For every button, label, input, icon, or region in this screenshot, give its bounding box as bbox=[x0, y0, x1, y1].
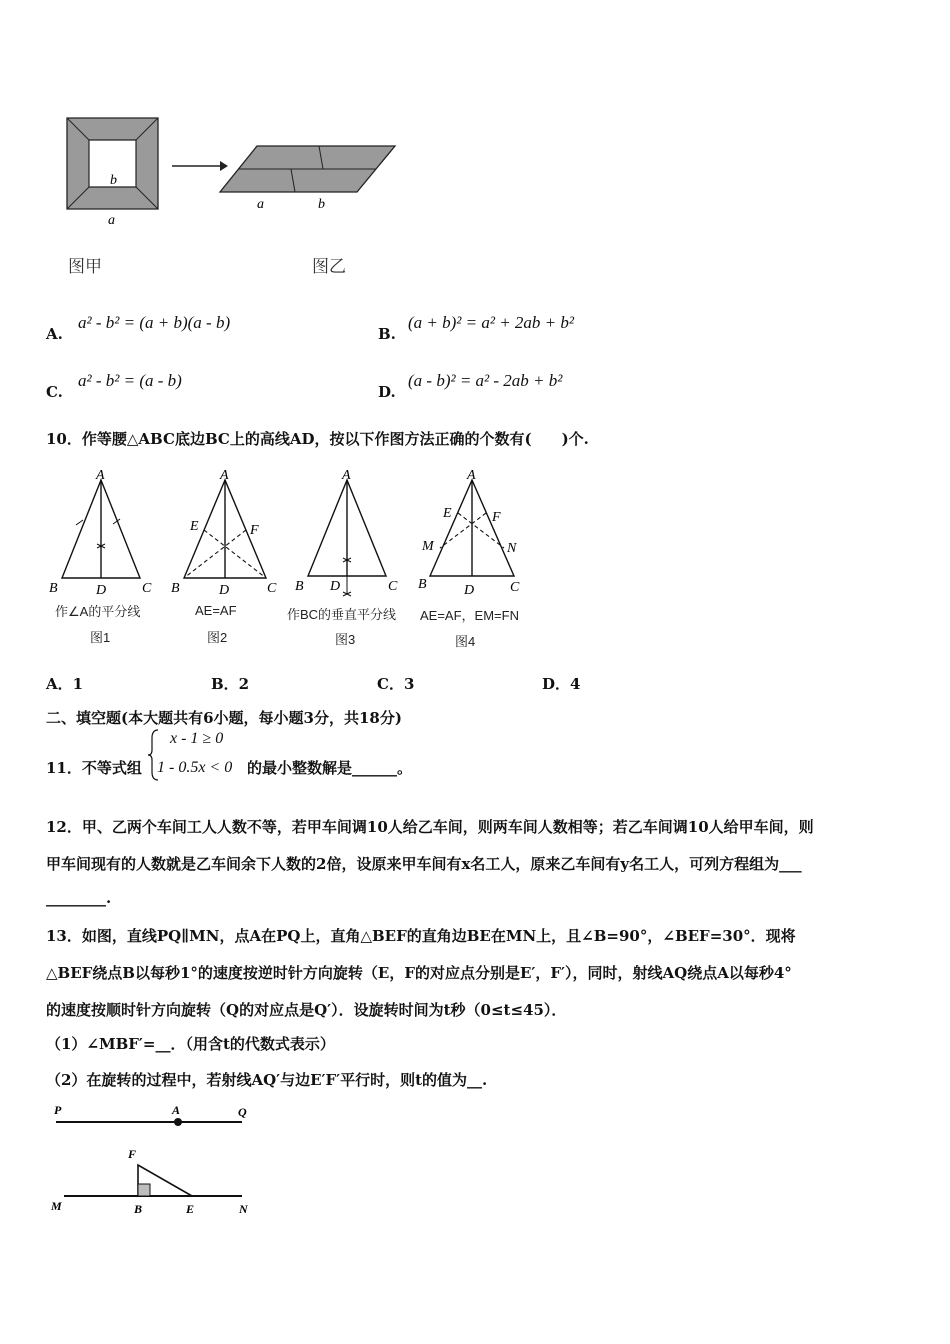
q9-option-d-letter: D. bbox=[378, 383, 396, 401]
q10-option-a: A．1 bbox=[46, 675, 84, 693]
q9-label-b-inner: b bbox=[110, 173, 117, 188]
q10-figure-3 bbox=[292, 466, 410, 606]
svg-text:C: C bbox=[267, 581, 277, 596]
svg-text:A: A bbox=[96, 468, 105, 483]
svg-text:F: F bbox=[250, 523, 259, 538]
q9-option-b-letter: B. bbox=[378, 325, 396, 343]
q9-option-c-letter: C. bbox=[46, 383, 63, 401]
q10-figure-4-label: 图4 bbox=[455, 634, 476, 649]
q9-caption-right: 图乙 bbox=[312, 257, 346, 277]
svg-text:F: F bbox=[492, 510, 501, 525]
svg-text:C: C bbox=[142, 581, 152, 596]
q12-line-2: 甲车间现有的人数就是乙车间余下人数的2倍，设原来甲车间有x名工人，原来乙车间有y名工人，可列方程组为___ bbox=[46, 855, 802, 873]
section-2-heading: 二、填空题(本大题共有6小题，每小题3分，共18分) bbox=[46, 709, 402, 727]
q13-label-a: A bbox=[172, 1103, 181, 1117]
svg-text:D: D bbox=[96, 583, 107, 598]
q10-figure-4-note: AE=AF，EM=FN bbox=[420, 608, 519, 623]
svg-text:A: A bbox=[342, 468, 351, 483]
q9-option-c-formula: a² - b² = (a - b) bbox=[78, 371, 182, 390]
q11-line-1: x - 1 ≥ 0 bbox=[170, 730, 224, 747]
svg-text:B: B bbox=[418, 577, 427, 592]
q13-label-n: N bbox=[239, 1202, 248, 1216]
q10-option-c: C．3 bbox=[377, 675, 415, 693]
svg-text:B: B bbox=[295, 579, 304, 594]
q11-prefix: 11．不等式组 bbox=[46, 759, 142, 777]
q13-label-p: P bbox=[54, 1103, 62, 1117]
svg-text:M: M bbox=[422, 539, 434, 554]
q10-figure-3-note: 作BC的垂直平分线 bbox=[287, 607, 397, 622]
q10-figure-1-note: 作∠A的平分线 bbox=[55, 604, 141, 619]
svg-text:C: C bbox=[510, 580, 520, 595]
svg-text:D: D bbox=[330, 579, 341, 594]
q9-option-a-letter: A. bbox=[46, 325, 63, 343]
q9-label-a-bottom: a bbox=[108, 213, 115, 227]
svg-text:A: A bbox=[467, 468, 476, 483]
q9-option-b-formula: (a + b)² = a² + 2ab + b² bbox=[408, 313, 574, 332]
q9-figure-parallelogram bbox=[215, 140, 400, 215]
svg-text:B: B bbox=[49, 581, 58, 596]
svg-text:B: B bbox=[171, 581, 180, 596]
q13-line-2: △BEF绕点B以每秒1°的速度按逆时针方向旋转（E，F的对应点分别是E′，F′），同时，射线AQ绕点A以每秒4° bbox=[46, 964, 792, 982]
q13-sub-1: （1）∠MBF′=__．（用含t的代数式表示） bbox=[46, 1035, 335, 1053]
svg-text:D: D bbox=[219, 583, 230, 598]
q13-line-3: 的速度按顺时针方向旋转（Q的对应点是Q′）．设旋转时间为t秒（0≤t≤45）． bbox=[46, 1001, 567, 1019]
q12-line-1: 12．甲、乙两个车间工人人数不等，若甲车间调10人给乙车间，则两车间人数相等；若乙车间调10人给甲车间，则 bbox=[46, 818, 814, 836]
q13-label-b: B bbox=[134, 1202, 143, 1216]
q13-label-q: Q bbox=[238, 1105, 247, 1119]
svg-text:C: C bbox=[388, 579, 398, 594]
q10-text: 10．作等腰△ABC底边BC上的高线AD，按以下作图方法正确的个数有( )个. bbox=[46, 430, 589, 448]
q13-figure bbox=[46, 1098, 266, 1223]
svg-text:N: N bbox=[507, 541, 517, 556]
q13-label-m: M bbox=[51, 1199, 62, 1213]
svg-text:D: D bbox=[464, 583, 475, 598]
q11-suffix: 的最小整数解是______。 bbox=[247, 759, 413, 777]
q13-label-f: F bbox=[128, 1147, 137, 1161]
q13-line-1: 13．如图，直线PQ∥MN，点A在PQ上，直角△BEF的直角边BE在MN上，且∠B=90°，∠BEF=30°．现将 bbox=[46, 927, 796, 945]
q10-figure-2-label: 图2 bbox=[207, 630, 228, 645]
q9-option-a-formula: a² - b² = (a + b)(a - b) bbox=[78, 313, 231, 332]
q9-label-b-par: b bbox=[318, 197, 325, 212]
q10-figure-4 bbox=[412, 466, 542, 601]
q10-figure-2 bbox=[170, 468, 285, 598]
q10-option-d: D．4 bbox=[542, 675, 581, 693]
q13-label-e: E bbox=[186, 1202, 195, 1216]
q10-figure-2-note: AE=AF bbox=[195, 603, 237, 618]
q11-line-2: 1 - 0.5x < 0 bbox=[157, 759, 233, 776]
q13-sub-2: （2）在旋转的过程中，若射线AQ′与边E′F′平行时，则t的值为__. bbox=[46, 1071, 488, 1089]
q9-figure-square bbox=[62, 112, 167, 227]
q9-caption-left: 图甲 bbox=[68, 257, 102, 277]
q9-option-d-formula: (a - b)² = a² - 2ab + b² bbox=[408, 371, 563, 390]
q10-option-b: B．2 bbox=[211, 675, 250, 693]
q10-figure-1-label: 图1 bbox=[90, 630, 111, 645]
q10-figure-1 bbox=[46, 468, 161, 598]
svg-text:E: E bbox=[443, 506, 452, 521]
svg-text:A: A bbox=[220, 468, 229, 483]
svg-text:E: E bbox=[190, 519, 199, 534]
q10-figure-3-label: 图3 bbox=[335, 632, 356, 647]
q12-line-3: ________. bbox=[46, 889, 112, 907]
q9-label-a-par: a bbox=[257, 197, 264, 212]
